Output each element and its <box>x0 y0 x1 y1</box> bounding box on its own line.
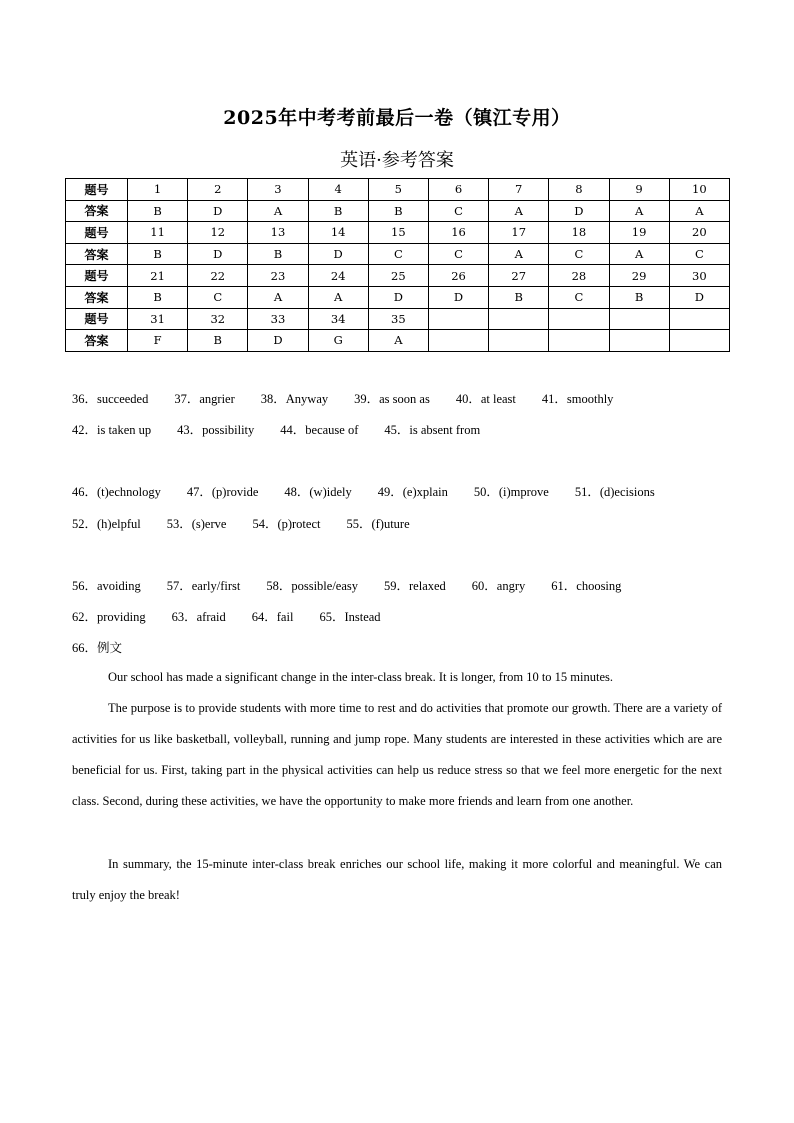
answer-item: 37．angrier <box>174 392 235 406</box>
essay-paragraph-1: Our school has made a significant change in the inter-class break. It is longer, from 10 to 15 minutes. <box>108 670 614 684</box>
answer-row <box>66 330 730 352</box>
answer-label: 答案 <box>66 243 128 265</box>
answer-table <box>65 178 730 352</box>
answer-cell: D <box>308 243 368 265</box>
question-number-cell <box>428 308 488 330</box>
answer-item: 42．is taken up <box>72 423 152 437</box>
question-number-label: 题号 <box>66 265 128 287</box>
answer-cell: C <box>549 286 609 308</box>
question-number-cell: 24 <box>308 265 368 287</box>
answer-cell <box>669 330 729 352</box>
essay-label: 66．例文 <box>72 641 123 655</box>
question-number-cell: 32 <box>188 308 248 330</box>
answer-item: 41．smoothly <box>541 392 614 406</box>
answer-cell: C <box>188 286 248 308</box>
question-row <box>66 179 730 201</box>
answer-item: 50．(i)mprove <box>473 485 549 499</box>
answer-label: 答案 <box>66 286 128 308</box>
answer-item: 60．angry <box>471 579 526 593</box>
answer-cell: D <box>669 286 729 308</box>
answer-cell: A <box>248 200 308 222</box>
answer-cell: B <box>188 330 248 352</box>
answer-item: 55．(f)uture <box>346 517 410 531</box>
answer-cell: B <box>248 243 308 265</box>
question-number-cell: 28 <box>549 265 609 287</box>
question-number-cell: 30 <box>669 265 729 287</box>
answer-cell <box>609 330 669 352</box>
question-number-cell: 23 <box>248 265 308 287</box>
answer-item: 43．possibility <box>177 423 255 437</box>
question-number-cell: 26 <box>428 265 488 287</box>
answer-item: 54．(p)rotect <box>252 517 321 531</box>
question-number-cell <box>609 308 669 330</box>
answer-item: 52．(h)elpful <box>72 517 141 531</box>
answer-item: 44．because of <box>280 423 359 437</box>
answer-item: 49．(e)xplain <box>377 485 448 499</box>
question-number-cell: 8 <box>549 179 609 201</box>
answer-item: 45．is absent from <box>384 423 481 437</box>
answer-cell: A <box>489 200 549 222</box>
answer-item: 58．possible/easy <box>266 579 359 593</box>
answer-cell: A <box>609 243 669 265</box>
answer-item: 46．(t)echnology <box>72 485 161 499</box>
question-number-cell: 19 <box>609 222 669 244</box>
answer-cell: D <box>188 243 248 265</box>
answer-item: 53．(s)erve <box>166 517 227 531</box>
answer-item: 61．choosing <box>551 579 622 593</box>
question-number-cell: 31 <box>128 308 188 330</box>
question-number-cell: 3 <box>248 179 308 201</box>
answer-cell: A <box>669 200 729 222</box>
answer-cell: C <box>549 243 609 265</box>
question-number-cell <box>489 308 549 330</box>
answer-cell: G <box>308 330 368 352</box>
answer-line <box>72 420 506 438</box>
question-number-cell: 10 <box>669 179 729 201</box>
question-number-label: 题号 <box>66 308 128 330</box>
answer-cell: C <box>669 243 729 265</box>
answer-cell: B <box>368 200 428 222</box>
answer-item: 40．at least <box>455 392 516 406</box>
answer-cell: C <box>428 243 488 265</box>
answer-line <box>72 607 407 625</box>
question-number-cell: 21 <box>128 265 188 287</box>
answer-cell: D <box>188 200 248 222</box>
answer-cell: C <box>428 200 488 222</box>
question-number-cell <box>669 308 729 330</box>
question-number-cell: 11 <box>128 222 188 244</box>
question-number-cell: 5 <box>368 179 428 201</box>
answer-item: 56．avoiding <box>72 579 141 593</box>
question-number-cell: 29 <box>609 265 669 287</box>
question-number-label: 题号 <box>66 179 128 201</box>
essay-paragraph-3: In summary, the 15-minute inter-class break enriches our school life, making it more colorful and meaningful. We can truly enjoy the break! <box>72 857 722 902</box>
question-number-cell: 6 <box>428 179 488 201</box>
answer-cell: A <box>609 200 669 222</box>
answer-item: 63．afraid <box>171 610 226 624</box>
answer-cell: B <box>308 200 368 222</box>
answer-line <box>72 576 647 594</box>
answer-item: 59．relaxed <box>384 579 446 593</box>
answer-cell: A <box>368 330 428 352</box>
page-title: 2025年中考考前最后一卷（镇江专用） <box>223 107 571 129</box>
answer-cell: C <box>368 243 428 265</box>
answer-cell: D <box>368 286 428 308</box>
answer-row <box>66 286 730 308</box>
answer-cell: A <box>308 286 368 308</box>
question-number-cell: 17 <box>489 222 549 244</box>
essay-paragraph-2: The purpose is to provide students with more time to rest and do activities that promote our growth. There are a variety of activities for us like basketball, volleyball, running and jump rope. Many students are interested in these activities which are are beneficial for us. First, taking part in the physical activities can help us reduce stress so that we feel more energetic for the next class. Second, during these activities, we have the opportunity to make more friends and learn from one another. <box>72 701 722 808</box>
question-number-cell: 1 <box>128 179 188 201</box>
question-number-cell: 34 <box>308 308 368 330</box>
question-number-cell: 13 <box>248 222 308 244</box>
question-number-cell: 7 <box>489 179 549 201</box>
question-number-cell: 33 <box>248 308 308 330</box>
answer-cell: A <box>489 243 549 265</box>
question-number-cell: 14 <box>308 222 368 244</box>
answer-item: 57．early/first <box>166 579 241 593</box>
answer-line <box>72 514 436 532</box>
answer-row <box>66 200 730 222</box>
answer-cell <box>428 330 488 352</box>
question-row <box>66 265 730 287</box>
question-row <box>66 308 730 330</box>
answer-cell: A <box>248 286 308 308</box>
answer-item: 38．Anyway <box>260 392 329 406</box>
question-number-cell: 22 <box>188 265 248 287</box>
question-number-cell: 4 <box>308 179 368 201</box>
answer-item: 48．(w)idely <box>284 485 352 499</box>
question-number-cell: 9 <box>609 179 669 201</box>
answer-label: 答案 <box>66 200 128 222</box>
answer-row <box>66 243 730 265</box>
question-number-cell: 20 <box>669 222 729 244</box>
answer-cell: B <box>128 286 188 308</box>
answer-cell: B <box>609 286 669 308</box>
question-number-cell: 16 <box>428 222 488 244</box>
answer-item: 64．fail <box>251 610 294 624</box>
answer-item: 51．(d)ecisions <box>574 485 655 499</box>
question-row <box>66 222 730 244</box>
answer-cell: B <box>489 286 549 308</box>
question-number-cell: 25 <box>368 265 428 287</box>
answer-cell: F <box>128 330 188 352</box>
answer-item: 65．Instead <box>319 610 381 624</box>
answer-item: 39．as soon as <box>354 392 430 406</box>
answer-cell: B <box>128 200 188 222</box>
answer-item: 36．succeeded <box>72 392 149 406</box>
question-number-cell <box>549 308 609 330</box>
answer-cell: B <box>128 243 188 265</box>
answer-cell: D <box>549 200 609 222</box>
question-number-cell: 12 <box>188 222 248 244</box>
page-subtitle: 英语·参考答案 <box>340 150 454 171</box>
answer-cell: D <box>428 286 488 308</box>
answer-item: 47．(p)rovide <box>186 485 259 499</box>
question-number-cell: 15 <box>368 222 428 244</box>
question-number-cell: 18 <box>549 222 609 244</box>
question-number-cell: 35 <box>368 308 428 330</box>
question-number-label: 题号 <box>66 222 128 244</box>
answer-label: 答案 <box>66 330 128 352</box>
question-number-cell: 27 <box>489 265 549 287</box>
answer-cell: D <box>248 330 308 352</box>
answer-cell <box>549 330 609 352</box>
answer-cell <box>489 330 549 352</box>
answer-line <box>72 389 639 407</box>
question-number-cell: 2 <box>188 179 248 201</box>
answer-line <box>72 482 681 500</box>
answer-item: 62．providing <box>72 610 146 624</box>
